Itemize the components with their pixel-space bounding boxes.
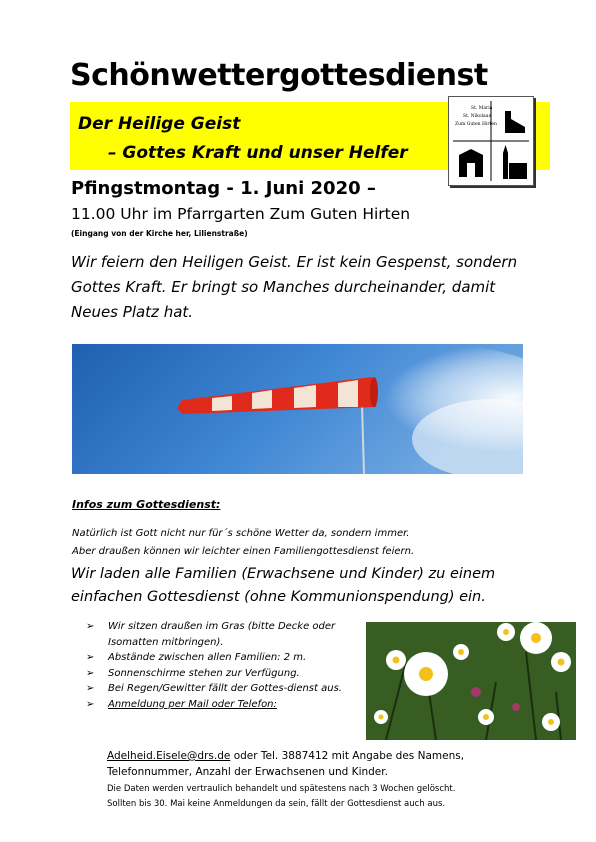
daisy-photo bbox=[366, 622, 576, 740]
entrance-note: (Eingang von der Kirche her, Lilienstraße) bbox=[71, 229, 248, 238]
contact-line-2: Telefonnummer, Anzahl der Erwachsenen und Kinder. bbox=[107, 766, 388, 778]
bullet-text: Abstände zwischen allen Familien: 2 m. bbox=[108, 652, 307, 664]
bullet-text: Bei Regen/Gewitter fällt der Gottes-dienst aus. bbox=[108, 683, 342, 695]
list-item bbox=[86, 681, 376, 697]
infos-heading: Infos zum Gottesdienst: bbox=[72, 498, 221, 511]
list-item bbox=[86, 697, 376, 713]
arrow-bullet-icon: ➢ bbox=[86, 698, 95, 710]
infos-line-2: Aber draußen können wir leichter einen Familiengottesdienst feiern. bbox=[72, 546, 415, 557]
event-date: Pfingstmontag - 1. Juni 2020 – bbox=[71, 178, 376, 199]
intro-paragraph: Wir feiern den Heiligen Geist. Er ist kein Gespenst, sondern Gottes Kraft. Er bringt so Manches durcheinander, damit Neues Platz hat. bbox=[71, 253, 518, 321]
arrow-bullet-icon: ➢ bbox=[86, 621, 95, 632]
contact-block bbox=[107, 748, 464, 780]
privacy-note bbox=[107, 782, 455, 812]
privacy-line-2: Sollten bis 30. Mai keine Anmeldungen da sein, fällt der Gottesdienst auch aus. bbox=[107, 799, 446, 809]
info-bullet-list bbox=[86, 619, 376, 713]
logo-text-2: St. Nikolaus bbox=[463, 114, 491, 119]
contact-phone-text: oder Tel. 3887412 mit Angabe des Namens, bbox=[230, 750, 465, 762]
list-item bbox=[86, 650, 376, 666]
windsock-photo bbox=[72, 344, 523, 474]
privacy-line-1: Die Daten werden vertraulich behandelt und spätestens nach 3 Wochen gelöscht. bbox=[107, 784, 456, 794]
bullet-text: Sonnenschirme stehen zur Verfügung. bbox=[108, 667, 300, 679]
bullet-text: Anmeldung per Mail oder Telefon: bbox=[108, 698, 277, 710]
church-spire-icon bbox=[503, 153, 508, 179]
parish-logo bbox=[448, 96, 534, 186]
event-time-place: 11.00 Uhr im Pfarrgarten Zum Guten Hirten bbox=[71, 205, 411, 223]
arrow-bullet-icon: ➢ bbox=[86, 667, 95, 679]
logo-text-1: St. Maria bbox=[471, 106, 493, 111]
infos-line-1: Natürlich ist Gott nicht nur für´s schöne Wetter da, sondern immer. bbox=[72, 528, 410, 539]
bullet-text: Wir sitzen draußen im Gras (bitte Decke oder Isomatten mitbringen). bbox=[108, 621, 336, 648]
page-title: Schönwettergottesdienst bbox=[70, 58, 488, 93]
contact-email-link[interactable]: Adelheid.Eisele@drs.de bbox=[107, 750, 231, 762]
arrow-bullet-icon: ➢ bbox=[86, 683, 95, 695]
invite-paragraph: Wir laden alle Familien (Erwachsene und Kinder) zu einem einfachen Gottesdienst (ohne Kommunionspendung) ein. bbox=[71, 566, 496, 605]
list-item bbox=[86, 619, 376, 650]
theme-line-2: – Gottes Kraft und unser Helfer bbox=[108, 143, 408, 163]
parish-logo-graphic bbox=[449, 97, 533, 185]
church-tower-icon bbox=[505, 111, 511, 133]
list-item bbox=[86, 666, 376, 682]
logo-text-3: Zum Guten Hirten bbox=[455, 122, 497, 127]
arrow-bullet-icon: ➢ bbox=[86, 652, 95, 664]
theme-line-1: Der Heilige Geist bbox=[78, 114, 241, 134]
